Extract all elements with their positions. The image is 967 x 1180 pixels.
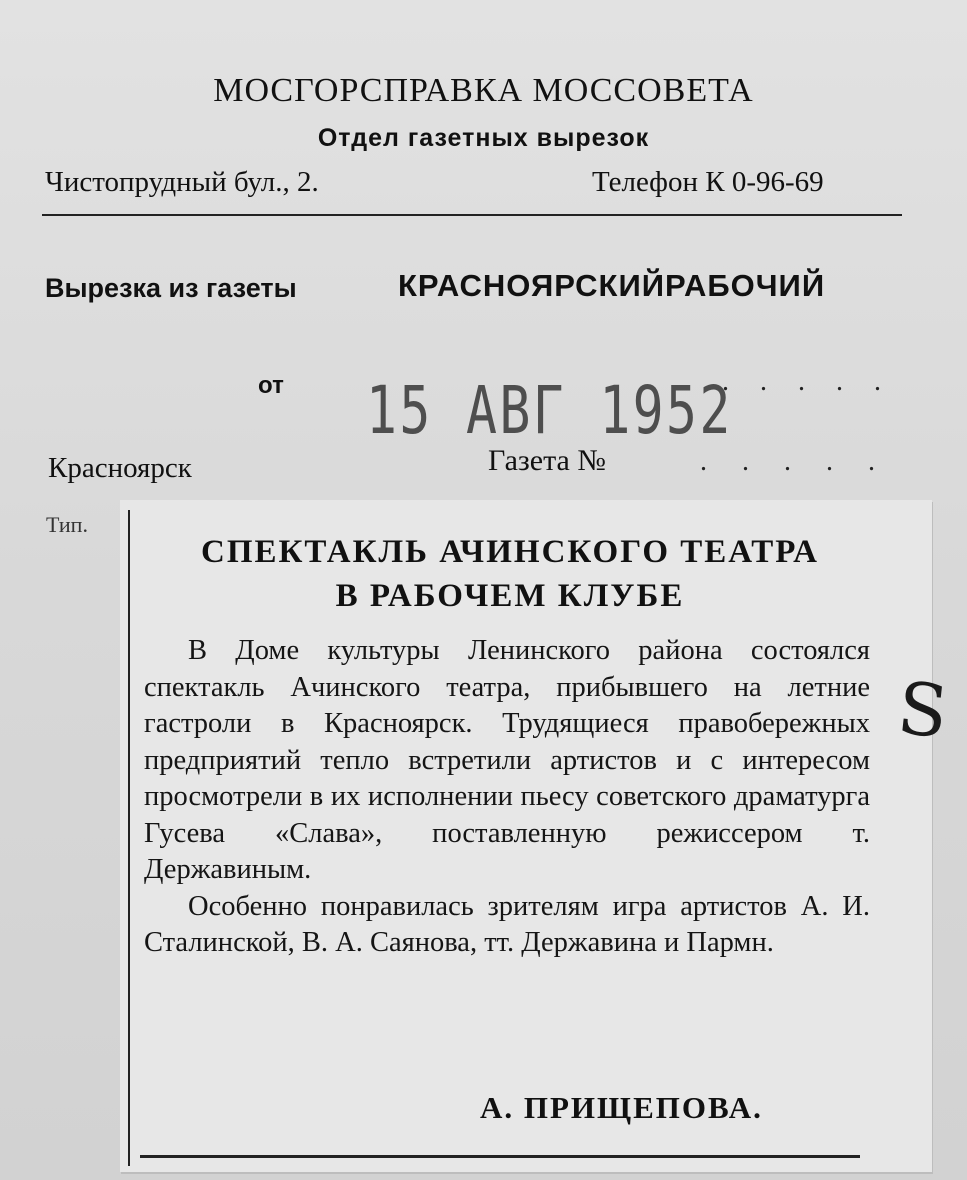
newspaper-clipping xyxy=(120,500,932,1172)
address: Чистопрудный бул., 2. xyxy=(45,166,319,198)
article-author: А. ПРИЩЕПОВА. xyxy=(480,1090,763,1125)
article-body xyxy=(144,633,870,962)
gazeta-number-dots: . . . . . xyxy=(700,446,889,477)
typography-label: Тип. xyxy=(46,512,88,537)
newspaper-name: КРАСНОЯРСКИЙРАБОЧИЙ xyxy=(398,268,826,303)
organization-title: МОСГОРСПРАВКА МОССОВЕТА xyxy=(213,72,754,109)
phone: Телефон К 0-96-69 xyxy=(592,166,824,198)
article-paragraph-2: Особенно понравилась зрителям игра артистов А. И. Сталинской, В. А. Саянова, тт. Державина и Пармн. xyxy=(144,890,870,958)
date-stamp: 15 АВГ 1952 xyxy=(366,372,733,449)
clip-source-label: Вырезка из газеты xyxy=(45,273,297,303)
date-label: от xyxy=(258,372,284,399)
article-headline xyxy=(130,530,890,618)
article-paragraph-1: В Доме культуры Ленинского района состоялся спектакль Ачинского театра, прибывшего на летние гастроли в Красноярск. Трудящиеся правобережных предприятий тепло встретили артистов и с интересом просмотрели в их исполнении пьесу советского драматурга Гусева «Слава», поставленную режиссером т. Державиным. xyxy=(144,635,870,885)
header-divider xyxy=(42,214,902,216)
clipping-bottom-rule xyxy=(140,1155,860,1158)
headline-line-1: СПЕКТАКЛЬ АЧИНСКОГО ТЕАТРА xyxy=(200,534,820,570)
city: Красноярск xyxy=(48,452,192,484)
date-fill-dots: . . . . . xyxy=(722,366,893,397)
headline-line-2: В РАБОЧЕМ КЛУБЕ xyxy=(335,578,685,614)
handwritten-margin-mark: S xyxy=(893,665,952,755)
department-title: Отдел газетных вырезок xyxy=(317,124,650,152)
gazeta-number-label: Газета № xyxy=(488,444,606,477)
